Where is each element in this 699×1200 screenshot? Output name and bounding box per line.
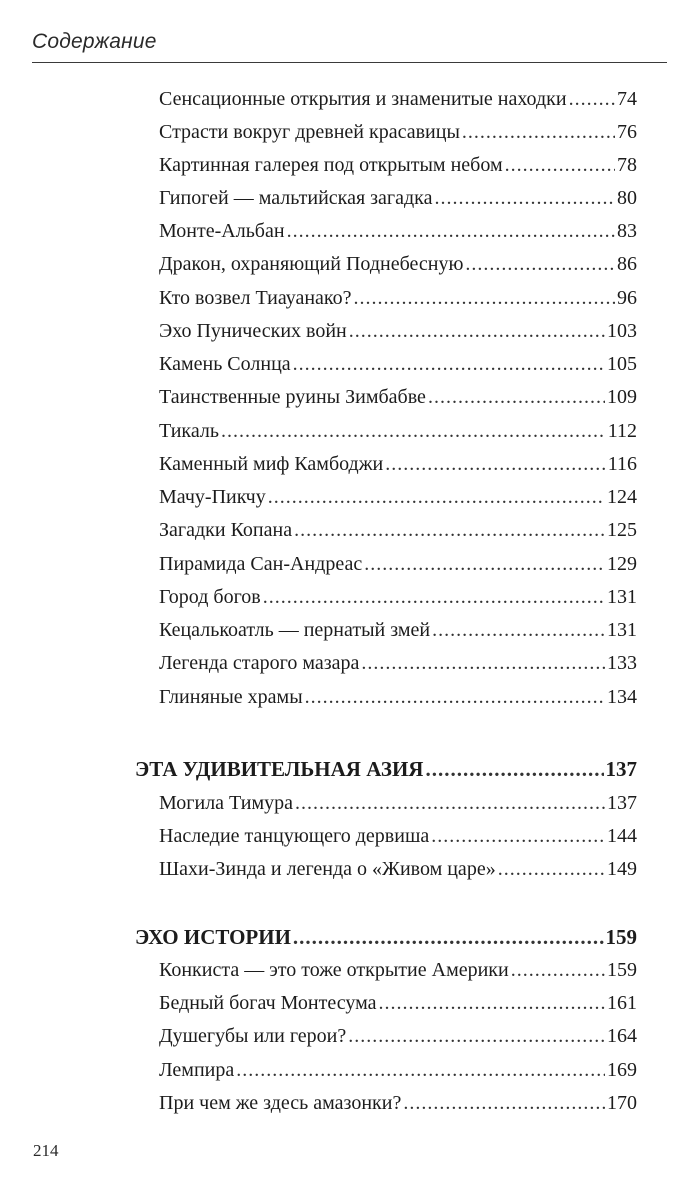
toc-leader [349, 319, 605, 343]
toc-entry-page: 78 [617, 154, 637, 176]
toc-entry-title: Кецалькоатль — пернатый змей [159, 619, 431, 641]
toc-leader [364, 552, 605, 576]
toc-entry[interactable] [159, 286, 637, 310]
toc-entry-page: 96 [617, 287, 637, 309]
toc-leader [385, 452, 605, 476]
toc-entry-page: 124 [607, 486, 637, 508]
toc-entry-title: Кто возвел Тиауанако? [159, 287, 352, 309]
toc-entry[interactable] [159, 252, 637, 276]
toc-entry[interactable] [159, 552, 637, 576]
toc-entry-page: 137 [607, 792, 637, 814]
toc-entry[interactable] [159, 352, 637, 376]
toc-entry-title: Эхо Пунических войн [159, 320, 347, 342]
toc-entry[interactable] [159, 153, 637, 177]
toc-entry[interactable] [159, 419, 637, 443]
toc-entry[interactable] [159, 385, 637, 409]
toc-entry[interactable] [159, 685, 637, 709]
toc-leader [348, 1024, 605, 1048]
toc-entry-page: 149 [607, 858, 637, 880]
toc-entry[interactable] [159, 518, 637, 542]
toc-leader [268, 485, 605, 509]
toc-entry-title: Мачу-Пикчу [159, 486, 266, 508]
toc-entry-page: 125 [607, 519, 637, 541]
toc-entry-page: 109 [607, 386, 637, 408]
toc-leader [425, 757, 603, 781]
toc-entry-page: 76 [617, 121, 637, 143]
toc-entry-page: 131 [607, 586, 637, 608]
toc-leader [295, 791, 605, 815]
toc-leader [293, 925, 604, 949]
toc-entry-title: Бедный богач Монтесума [159, 992, 377, 1014]
toc-leader [465, 252, 615, 276]
toc-leader [511, 958, 605, 982]
toc-entry[interactable] [159, 824, 637, 848]
toc-entry[interactable] [159, 585, 637, 609]
toc-leader [498, 857, 605, 881]
toc-entry[interactable] [159, 1058, 637, 1082]
toc-entry[interactable] [159, 120, 637, 144]
toc-leader [505, 153, 615, 177]
toc-section-page: 137 [605, 757, 637, 781]
running-header: Содержание [32, 30, 157, 53]
toc-leader [293, 352, 605, 376]
toc-entry[interactable] [159, 1024, 637, 1048]
toc-entry-page: 129 [607, 553, 637, 575]
toc-leader [294, 518, 605, 542]
toc-entry[interactable] [159, 618, 637, 642]
toc-entry[interactable] [159, 991, 637, 1015]
toc-entry-title: Наследие танцующего дервиша [159, 825, 430, 847]
toc-entry-title: Легенда старого мазара [159, 652, 360, 674]
toc-entry-title: Гипогей — мальтийская загадка [159, 187, 433, 209]
toc-entry[interactable] [159, 319, 637, 343]
toc-entry-page: 116 [607, 453, 637, 475]
toc-section-page: 159 [605, 925, 637, 949]
toc-entry-title: Тикаль [159, 420, 219, 442]
toc-leader [287, 219, 615, 243]
toc-entry-page: 164 [607, 1025, 637, 1047]
toc-entry[interactable] [159, 791, 637, 815]
toc-leader [221, 419, 606, 443]
toc-entry-title: Глиняные храмы [159, 686, 303, 708]
toc-leader [354, 286, 616, 310]
toc-entry-title: Картинная галерея под открытым небом [159, 154, 503, 176]
toc-entry[interactable] [159, 452, 637, 476]
toc-entry-title: Шахи-Зинда и легенда о «Живом царе» [159, 858, 496, 880]
toc-leader [378, 991, 605, 1015]
toc-entry[interactable] [159, 857, 637, 881]
toc-section-heading[interactable] [135, 925, 637, 949]
toc-leader [432, 618, 605, 642]
toc-section-title: ЭТА УДИВИТЕЛЬНАЯ АЗИЯ [135, 757, 424, 781]
toc-entry[interactable] [159, 87, 637, 111]
toc-entry-title: Пирамида Сан-Андреас [159, 553, 363, 575]
toc-leader [569, 87, 615, 111]
toc-entry-page: 159 [607, 959, 637, 981]
toc-leader [305, 685, 605, 709]
toc-leader [403, 1091, 605, 1115]
toc-entry-title: Лемпира [159, 1059, 235, 1081]
toc-entry[interactable] [159, 1091, 637, 1115]
toc-entry-page: 169 [607, 1059, 637, 1081]
toc-entry-title: Могила Тимура [159, 792, 294, 814]
toc-entry-page: 112 [607, 420, 637, 442]
toc-entry-title: Монте-Альбан [159, 220, 285, 242]
toc-leader [236, 1058, 605, 1082]
toc-entry[interactable] [159, 958, 637, 982]
toc-entry-title: Душегубы или герои? [159, 1025, 347, 1047]
toc-entry-page: 83 [617, 220, 637, 242]
toc-entry-page: 134 [607, 686, 637, 708]
toc-entry-page: 170 [607, 1092, 637, 1114]
toc-entry[interactable] [159, 219, 637, 243]
toc-entry-title: При чем же здесь амазонки? [159, 1092, 402, 1114]
toc-entry-title: Сенсационные открытия и знаменитые находки [159, 88, 567, 110]
toc-entry-page: 86 [617, 253, 637, 275]
toc-leader [263, 585, 605, 609]
toc-entry-page: 161 [607, 992, 637, 1014]
toc-entry-title: Дракон, охраняющий Поднебесную [159, 253, 464, 275]
toc-entry[interactable] [159, 485, 637, 509]
toc-entry-page: 74 [617, 88, 637, 110]
toc-leader [462, 120, 615, 144]
toc-entry-title: Загадки Копана [159, 519, 293, 541]
toc-leader [431, 824, 605, 848]
toc-leader [434, 186, 615, 210]
toc-entry-title: Конкиста — это тоже открытие Америки [159, 959, 509, 981]
toc-entry[interactable] [159, 651, 637, 675]
toc-entry-title: Страсти вокруг древней красавицы [159, 121, 460, 143]
toc-entry-page: 133 [607, 652, 637, 674]
toc-entry-title: Каменный миф Камбоджи [159, 453, 384, 475]
toc-leader [428, 385, 605, 409]
toc-section-heading[interactable] [135, 757, 637, 781]
toc-entry[interactable] [159, 186, 637, 210]
toc-entry-page: 105 [607, 353, 637, 375]
toc-entry-title: Таинственные руины Зимбабве [159, 386, 426, 408]
page-number: 214 [33, 1141, 59, 1160]
toc-leader [361, 651, 605, 675]
toc-section-title: ЭХО ИСТОРИИ [135, 925, 291, 949]
toc-entry-title: Город богов [159, 586, 261, 608]
toc-entry-title: Камень Солнца [159, 353, 291, 375]
toc-entry-page: 80 [617, 187, 637, 209]
toc-entry-page: 131 [607, 619, 637, 641]
toc-entry-page: 103 [607, 320, 637, 342]
toc-entry-page: 144 [607, 825, 637, 847]
